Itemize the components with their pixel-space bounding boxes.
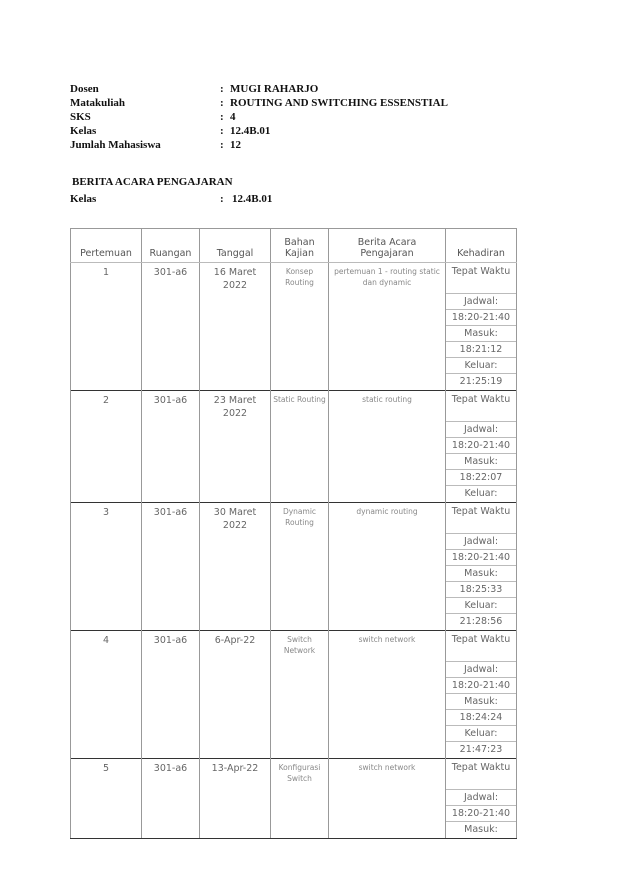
kehadiran-keluar-label: Keluar: [464, 488, 498, 499]
table-header-row [71, 229, 517, 263]
kehadiran-masuk-value: 18:21:12 [446, 342, 516, 358]
berita-acara-table [70, 228, 517, 839]
cell-tanggal: 16 Maret 2022 [200, 263, 271, 391]
cell-tanggal: 30 Maret 2022 [200, 503, 271, 631]
cell-kehadiran [446, 263, 517, 391]
kehadiran-jadwal-value: 18:20-21:40 [446, 806, 516, 822]
cell-berita-acara: pertemuan 1 - routing static dan dynamic [329, 263, 446, 391]
cell-pertemuan: 2 [71, 391, 142, 503]
info-value: MUGI RAHARJO [230, 83, 319, 95]
header-kehadiran: Kehadiran [446, 229, 517, 263]
cell-ruangan: 301-a6 [142, 503, 200, 631]
cell-kehadiran [446, 631, 517, 759]
kehadiran-keluar-value: 21:47:23 [459, 744, 503, 755]
header-bahan-kajian: Bahan Kajian [271, 229, 329, 263]
kehadiran-status: Tepat Waktu [446, 263, 516, 294]
info-label: Matakuliah [70, 97, 126, 109]
table-row [71, 503, 517, 631]
info-separator: : [220, 125, 224, 137]
kehadiran-keluar-label: Keluar: [446, 358, 516, 374]
kehadiran-status: Tepat Waktu [446, 759, 516, 790]
info-value: ROUTING AND SWITCHING ESSENSTIAL [230, 97, 448, 109]
kehadiran-jadwal-value: 18:20-21:40 [446, 550, 516, 566]
kehadiran-masuk-value: 18:24:24 [446, 710, 516, 726]
kehadiran-jadwal-value: 18:20-21:40 [446, 310, 516, 326]
cell-tanggal: 23 Maret 2022 [200, 391, 271, 503]
cell-pertemuan: 4 [71, 631, 142, 759]
cell-ruangan: 301-a6 [142, 631, 200, 759]
kehadiran-masuk-label: Masuk: [446, 566, 516, 582]
cell-kehadiran [446, 759, 517, 839]
kehadiran-keluar-value: 21:28:56 [459, 616, 503, 627]
cell-ruangan: 301-a6 [142, 391, 200, 503]
kehadiran-jadwal-label: Jadwal: [446, 790, 516, 806]
kehadiran-masuk-value: 18:22:07 [446, 470, 516, 486]
header-berita-acara: Berita Acara Pengajaran [329, 229, 446, 263]
section-title: BERITA ACARA PENGAJARAN [72, 176, 233, 188]
kehadiran-jadwal-value: 18:20-21:40 [446, 438, 516, 454]
kehadiran-jadwal-label: Jadwal: [446, 662, 516, 678]
kehadiran-status: Tepat Waktu [446, 631, 516, 662]
info-value: 12.4B.01 [230, 125, 271, 137]
kehadiran-masuk-label: Masuk: [446, 454, 516, 470]
cell-berita-acara: switch network [329, 631, 446, 759]
info-label: Dosen [70, 83, 99, 95]
kehadiran-masuk-value: 18:25:33 [446, 582, 516, 598]
cell-kehadiran [446, 391, 517, 503]
kehadiran-masuk-label: Masuk: [464, 824, 498, 835]
cell-berita-acara: static routing [329, 391, 446, 503]
cell-kehadiran [446, 503, 517, 631]
kehadiran-keluar-label: Keluar: [446, 598, 516, 614]
kehadiran-jadwal-label: Jadwal: [446, 534, 516, 550]
info-separator: : [220, 111, 224, 123]
cell-berita-acara: switch network [329, 759, 446, 839]
table-row [71, 391, 517, 503]
info-label: Jumlah Mahasiswa [70, 139, 161, 151]
cell-pertemuan: 3 [71, 503, 142, 631]
info-separator: : [220, 83, 224, 95]
info-separator: : [220, 97, 224, 109]
cell-bahan-kajian: Konsep Routing [271, 263, 329, 391]
kehadiran-jadwal-value: 18:20-21:40 [446, 678, 516, 694]
table-row [71, 759, 517, 839]
kehadiran-status: Tepat Waktu [446, 503, 516, 534]
cell-pertemuan: 1 [71, 263, 142, 391]
kehadiran-jadwal-label: Jadwal: [446, 422, 516, 438]
cell-bahan-kajian: Dynamic Routing [271, 503, 329, 631]
info-value: 4 [230, 111, 236, 123]
cell-bahan-kajian: Static Routing [271, 391, 329, 503]
section-kelas-separator: : [220, 193, 224, 205]
kehadiran-keluar-label: Keluar: [446, 726, 516, 742]
info-value: 12 [230, 139, 241, 151]
cell-tanggal: 13-Apr-22 [200, 759, 271, 839]
header-pertemuan: Pertemuan [71, 229, 142, 263]
kehadiran-jadwal-label: Jadwal: [446, 294, 516, 310]
section-kelas-value: 12.4B.01 [232, 193, 273, 205]
cell-ruangan: 301-a6 [142, 759, 200, 839]
kehadiran-masuk-label: Masuk: [446, 694, 516, 710]
header-ruangan: Ruangan [142, 229, 200, 263]
kehadiran-status: Tepat Waktu [446, 391, 516, 422]
kehadiran-masuk-label: Masuk: [446, 326, 516, 342]
section-kelas-label: Kelas [70, 193, 97, 205]
cell-bahan-kajian: Konfigurasi Switch [271, 759, 329, 839]
header-tanggal: Tanggal [200, 229, 271, 263]
cell-berita-acara: dynamic routing [329, 503, 446, 631]
info-separator: : [220, 139, 224, 151]
cell-tanggal: 6-Apr-22 [200, 631, 271, 759]
kehadiran-keluar-value: 21:25:19 [459, 376, 503, 387]
cell-pertemuan: 5 [71, 759, 142, 839]
table-row [71, 263, 517, 391]
table-row [71, 631, 517, 759]
cell-bahan-kajian: Switch Network [271, 631, 329, 759]
info-label: Kelas [70, 125, 97, 137]
cell-ruangan: 301-a6 [142, 263, 200, 391]
info-label: SKS [70, 111, 91, 123]
